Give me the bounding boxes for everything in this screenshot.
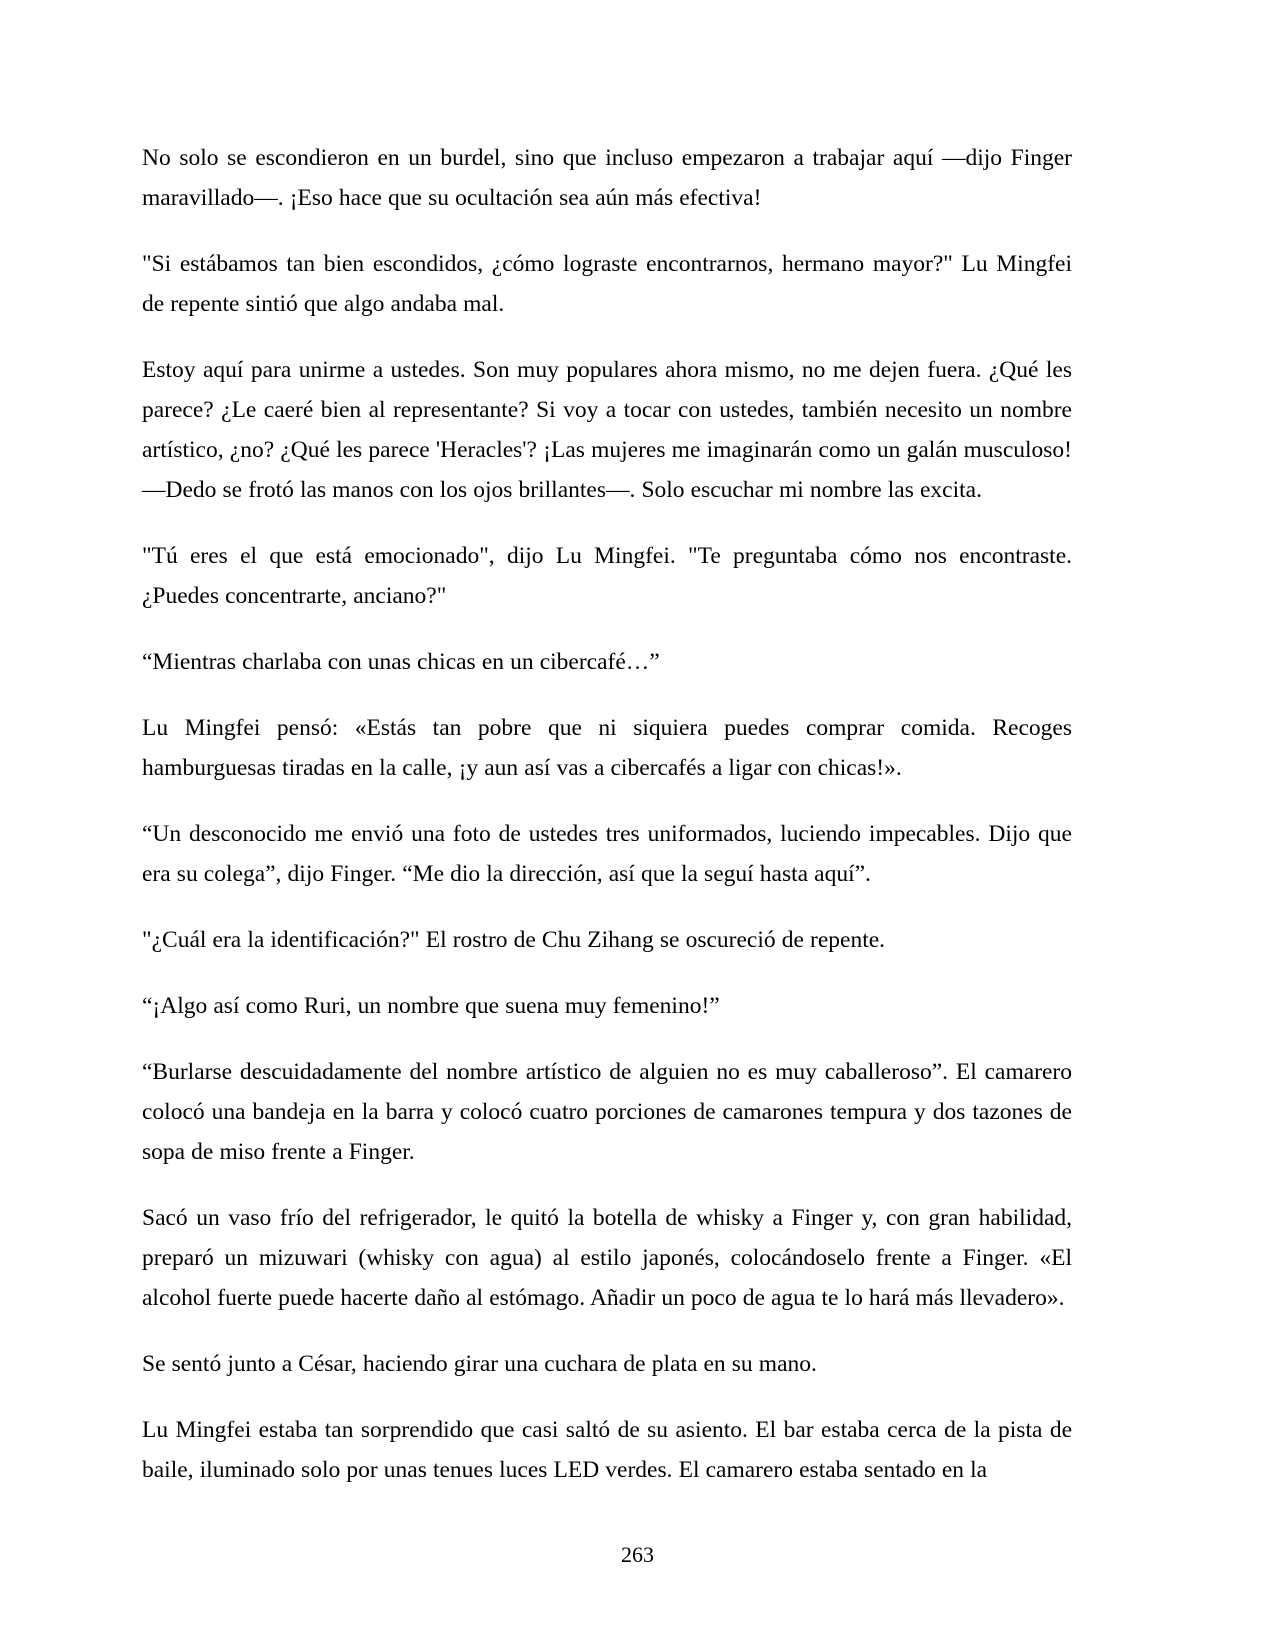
paragraph: “Mientras charlaba con unas chicas en un cibercafé…” [142, 649, 660, 675]
paragraph: Lu Mingfei estaba tan sorprendido que casi saltó de su asiento. El bar estaba cerca de la pista de baile, iluminado solo por unas tenues luces LED verdes. El camarero estaba sentado en la [142, 1417, 1072, 1483]
paragraph: “¡Algo así como Ruri, un nombre que suena muy femenino!” [142, 993, 720, 1019]
paragraph: Sacó un vaso frío del refrigerador, le quitó la botella de whisky a Finger y, con gran habilidad, preparó un mizuwari (whisky con agua) al estilo japonés, colocándoselo frente a Finger. «El alcohol fuerte puede hacerte daño al estómago. Añadir un poco de agua te lo hará más llevadero». [142, 1205, 1072, 1311]
paragraph: Se sentó junto a César, haciendo girar una cuchara de plata en su mano. [142, 1351, 817, 1377]
paragraph: Lu Mingfei pensó: «Estás tan pobre que ni siquiera puedes comprar comida. Recoges hamburguesas tiradas en la calle, ¡y aun así vas a cibercafés a ligar con chicas!». [142, 715, 1072, 781]
paragraph: No solo se escondieron en un burdel, sino que incluso empezaron a trabajar aquí —dijo Finger maravillado—. ¡Eso hace que su ocultación sea aún más efectiva! [142, 145, 1072, 211]
page-number: 263 [621, 1542, 654, 1567]
paragraph: “Un desconocido me envió una foto de ustedes tres uniformados, luciendo impecables. Dijo que era su colega”, dijo Finger. “Me dio la dirección, así que la seguí hasta aquí”. [142, 821, 1072, 887]
paragraph: "Si estábamos tan bien escondidos, ¿cómo lograste encontrarnos, hermano mayor?" Lu Mingfei de repente sintió que algo andaba mal. [142, 251, 1072, 317]
paragraph: "¿Cuál era la identificación?" El rostro de Chu Zihang se oscureció de repente. [142, 927, 886, 953]
paragraph: Estoy aquí para unirme a ustedes. Son muy populares ahora mismo, no me dejen fuera. ¿Qué les parece? ¿Le caeré bien al representante? Si voy a tocar con ustedes, también necesito un nombre artístico, ¿no? ¿Qué les parece 'Heracles'? ¡Las mujeres me imaginarán como un galán musculoso! —Dedo se frotó las manos con los ojos brillantes—. Solo escuchar mi nombre las excita. [142, 357, 1072, 503]
paragraph: "Tú eres el que está emocionado", dijo Lu Mingfei. "Te preguntaba cómo nos encontraste. ¿Puedes concentrarte, anciano?" [142, 543, 1072, 609]
paragraph: “Burlarse descuidadamente del nombre artístico de alguien no es muy caballeroso”. El camarero colocó una bandeja en la barra y colocó cuatro porciones de camarones tempura y dos tazones de sopa de miso frente a Finger. [142, 1059, 1072, 1165]
body-text-block [142, 138, 1072, 1490]
